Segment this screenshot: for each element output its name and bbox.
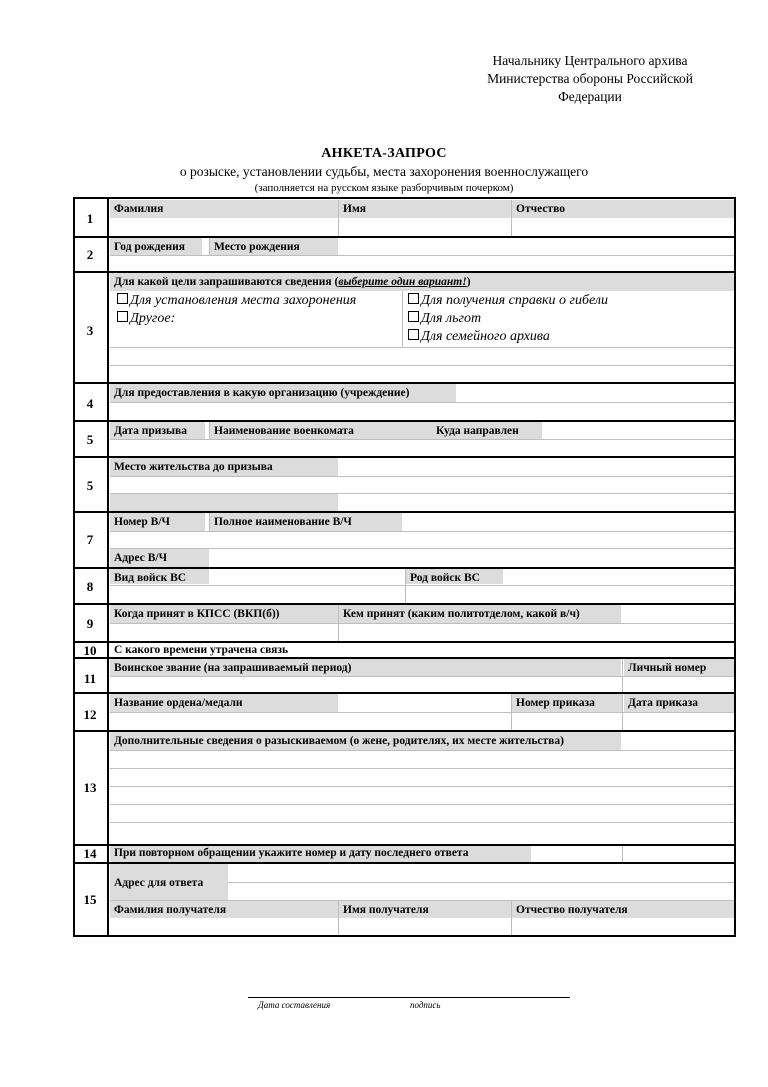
input-birth-place[interactable] (339, 238, 734, 255)
checkbox-icon (408, 293, 419, 304)
row-number: 5 (86, 478, 94, 493)
label-award: Название ордена/медали (110, 694, 338, 712)
label-rank: Воинское звание (на запрашиваемый период) (110, 659, 621, 676)
row-number: 9 (86, 616, 94, 631)
label-personal-number: Личный номер (624, 659, 734, 676)
row-number: 8 (86, 579, 94, 594)
shaded-residence-field (110, 494, 338, 511)
input-lost-contact[interactable] (339, 643, 734, 657)
addressee-line: Федерации (558, 89, 622, 104)
label-commissariat: Наименование военкомата (210, 422, 432, 439)
label-organization: Для предоставления в какую организацию (учреждение) (110, 384, 456, 402)
row-number: 15 (83, 892, 97, 907)
row-number: 4 (86, 396, 94, 411)
input-residence[interactable] (339, 458, 734, 476)
option-other[interactable] (117, 311, 175, 327)
form-note: (заполняется на русском языке разборчивым почерком) (254, 182, 514, 194)
label-reply-address: Адрес для ответа (110, 864, 228, 900)
label-recipient-first-name: Имя получателя (339, 901, 511, 918)
input-reply-address[interactable] (229, 864, 734, 900)
label-draft-date: Дата призыва (110, 422, 205, 439)
input-repeat-request[interactable] (532, 846, 734, 862)
input-draft-info[interactable] (110, 439, 734, 456)
row-number: 5 (86, 432, 94, 447)
option-benefits[interactable] (408, 311, 481, 327)
label-birth-place: Место рождения (210, 238, 338, 255)
option-label: Для установления места захоронения (130, 293, 357, 308)
label-unit-number: Номер В/Ч (110, 513, 205, 531)
input-recipient-patronymic[interactable] (512, 918, 734, 935)
addressee-line: Министерства обороны Российской (487, 71, 693, 86)
checkbox-icon (408, 311, 419, 322)
label-purpose (110, 273, 734, 291)
signature-label: подпись (410, 1000, 441, 1010)
label-patronymic: Отчество (512, 200, 734, 218)
input-birth-info[interactable] (110, 255, 734, 271)
label-arm: Род войск ВС (406, 569, 503, 584)
signature-line[interactable] (248, 997, 570, 998)
input-last-name[interactable] (110, 218, 338, 236)
date-label: Дата составления (258, 1000, 331, 1010)
input-rank[interactable] (110, 676, 621, 692)
addressee-block (462, 52, 718, 106)
option-death-certificate[interactable] (408, 293, 608, 309)
form-subtitle: о розыске, установлении судьбы, места захоронения военнослужащего (179, 164, 589, 179)
checkbox-icon (117, 311, 128, 322)
option-burial[interactable] (117, 293, 356, 309)
option-label: Для семейного архива (421, 329, 550, 344)
row-number: 12 (83, 707, 97, 722)
row-number: 7 (86, 532, 94, 547)
option-label: Другое: (130, 311, 176, 326)
label-branch: Вид войск ВС (110, 569, 209, 584)
row-number: 10 (83, 643, 97, 658)
label-birth-year: Год рождения (110, 238, 202, 255)
row-number: 14 (83, 846, 97, 861)
label-order-date: Дата приказа (624, 694, 734, 712)
label-party-by: Кем принят (каким политотделом, какой в/ч) (339, 605, 621, 623)
input-unit-address[interactable] (210, 549, 734, 567)
label-repeat-request: При повторном обращении укажите номер и дату последнего ответа (110, 846, 531, 862)
option-label: Для льгот (421, 311, 482, 326)
row-number: 3 (86, 323, 94, 338)
input-award[interactable] (339, 694, 511, 712)
option-label: Для получения справки о гибели (421, 293, 608, 308)
input-party[interactable] (622, 605, 734, 623)
input-branch[interactable] (210, 569, 405, 584)
row-number: 11 (83, 671, 97, 686)
label-recipient-last-name: Фамилия получателя (110, 901, 338, 918)
form-title: АНКЕТА-ЗАПРОС (321, 146, 447, 161)
label-first-name: Имя (339, 200, 511, 218)
label-unit-address: Адрес В/Ч (110, 549, 209, 567)
purpose-hint: выберите один вариант! (338, 276, 467, 288)
input-recipient-first-name[interactable] (339, 918, 511, 935)
input-recipient-last-name[interactable] (110, 918, 338, 935)
addressee-line: Начальнику Центрального архива (492, 53, 688, 68)
checkbox-icon (408, 329, 419, 340)
row-number: 13 (83, 780, 97, 795)
checkbox-icon (117, 293, 128, 304)
label-additional-info: Дополнительные сведения о разыскиваемом (о жене, родителях, их месте жительства) (110, 732, 621, 750)
label-order-number: Номер приказа (512, 694, 622, 712)
label-sent-to: Куда направлен (432, 422, 542, 439)
label-residence: Место жительства до призыва (110, 458, 338, 476)
row-number: 2 (86, 247, 94, 262)
purpose-suffix: ) (466, 276, 471, 288)
label-party-when: Когда принят в КПСС (ВКП(б)) (110, 605, 338, 623)
input-organization[interactable] (457, 384, 734, 402)
label-last-name: Фамилия (110, 200, 338, 218)
request-form (73, 197, 736, 937)
purpose-prefix: Для какой цели запрашиваются сведения ( (114, 276, 339, 288)
label-recipient-patronymic: Отчество получателя (512, 901, 734, 918)
input-first-name[interactable] (339, 218, 511, 236)
label-lost-contact: С какого времени утрачена связь (114, 644, 289, 656)
row-number: 1 (86, 211, 94, 226)
option-family-archive[interactable] (408, 329, 550, 345)
input-arm[interactable] (504, 569, 734, 584)
input-patronymic[interactable] (512, 218, 734, 236)
input-additional-info[interactable] (110, 750, 734, 844)
label-unit-full-name: Полное наименование В/Ч (210, 513, 402, 531)
